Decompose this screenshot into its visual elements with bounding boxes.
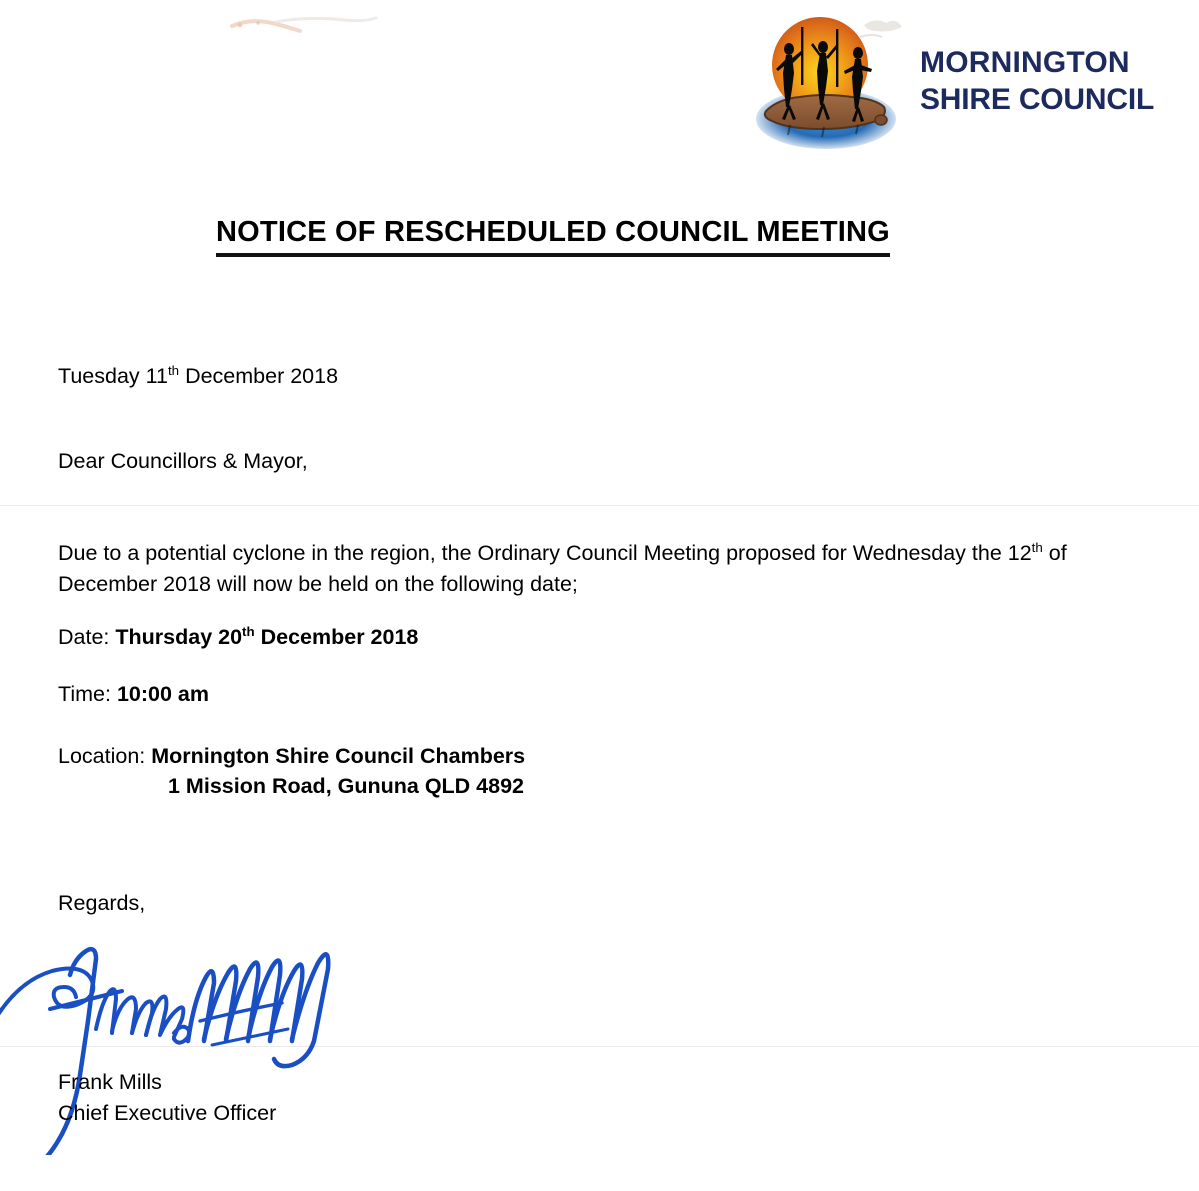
meeting-time-label: Time: bbox=[58, 682, 117, 706]
letter-date-day: Tuesday 11 bbox=[58, 364, 168, 388]
meeting-date-value: Thursday 20 bbox=[115, 625, 243, 649]
signer-role: Chief Executive Officer bbox=[58, 1100, 277, 1125]
meeting-date-value-month-year: December 2018 bbox=[254, 625, 419, 649]
body-paragraph bbox=[58, 538, 1128, 599]
meeting-time-value: 10:00 am bbox=[116, 682, 209, 706]
meeting-time-line bbox=[58, 684, 209, 706]
scan-line-artifact bbox=[0, 505, 1199, 506]
meeting-location-line bbox=[58, 742, 525, 801]
letter-date-ordinal: th bbox=[167, 362, 180, 378]
closing-salutation: Regards, bbox=[58, 891, 146, 915]
meeting-date-ordinal: th bbox=[242, 623, 255, 639]
letterhead bbox=[748, 6, 1188, 158]
page-title-text: NOTICE OF RESCHEDULED COUNCIL MEETING bbox=[216, 216, 890, 248]
paragraph-part-1: Due to a potential cyclone in the region, the Ordinary Council Meeting proposed for Wednesday the 12 bbox=[58, 541, 1032, 565]
meeting-location-address: 1 Mission Road, Gununa QLD 4892 bbox=[168, 773, 525, 798]
paragraph-part-2: of December 2018 will now be held on the following date; bbox=[58, 541, 1067, 596]
meeting-date-label: Date: bbox=[58, 625, 116, 649]
page-title bbox=[216, 216, 890, 257]
meeting-location-label: Location: bbox=[58, 744, 152, 768]
letterhead-org-name bbox=[920, 45, 1154, 118]
scan-smudge-artifact bbox=[228, 12, 378, 34]
signer-name: Frank Mills bbox=[58, 1070, 162, 1094]
letter-date bbox=[58, 362, 339, 388]
signature-block bbox=[58, 1067, 276, 1128]
paragraph-ordinal: th bbox=[1031, 539, 1043, 555]
council-logo-icon bbox=[748, 7, 908, 157]
letter-date-rest: December 2018 bbox=[179, 364, 339, 388]
meeting-location-venue: Mornington Shire Council Chambers bbox=[151, 744, 526, 768]
title-underline bbox=[216, 253, 890, 257]
salutation: Dear Councillors & Mayor, bbox=[58, 449, 308, 473]
org-name-line-2: SHIRE COUNCIL bbox=[920, 83, 1155, 116]
meeting-date-line bbox=[58, 623, 419, 649]
org-name-line-1: MORNINGTON bbox=[920, 46, 1130, 80]
scan-line-artifact bbox=[0, 1046, 1199, 1047]
